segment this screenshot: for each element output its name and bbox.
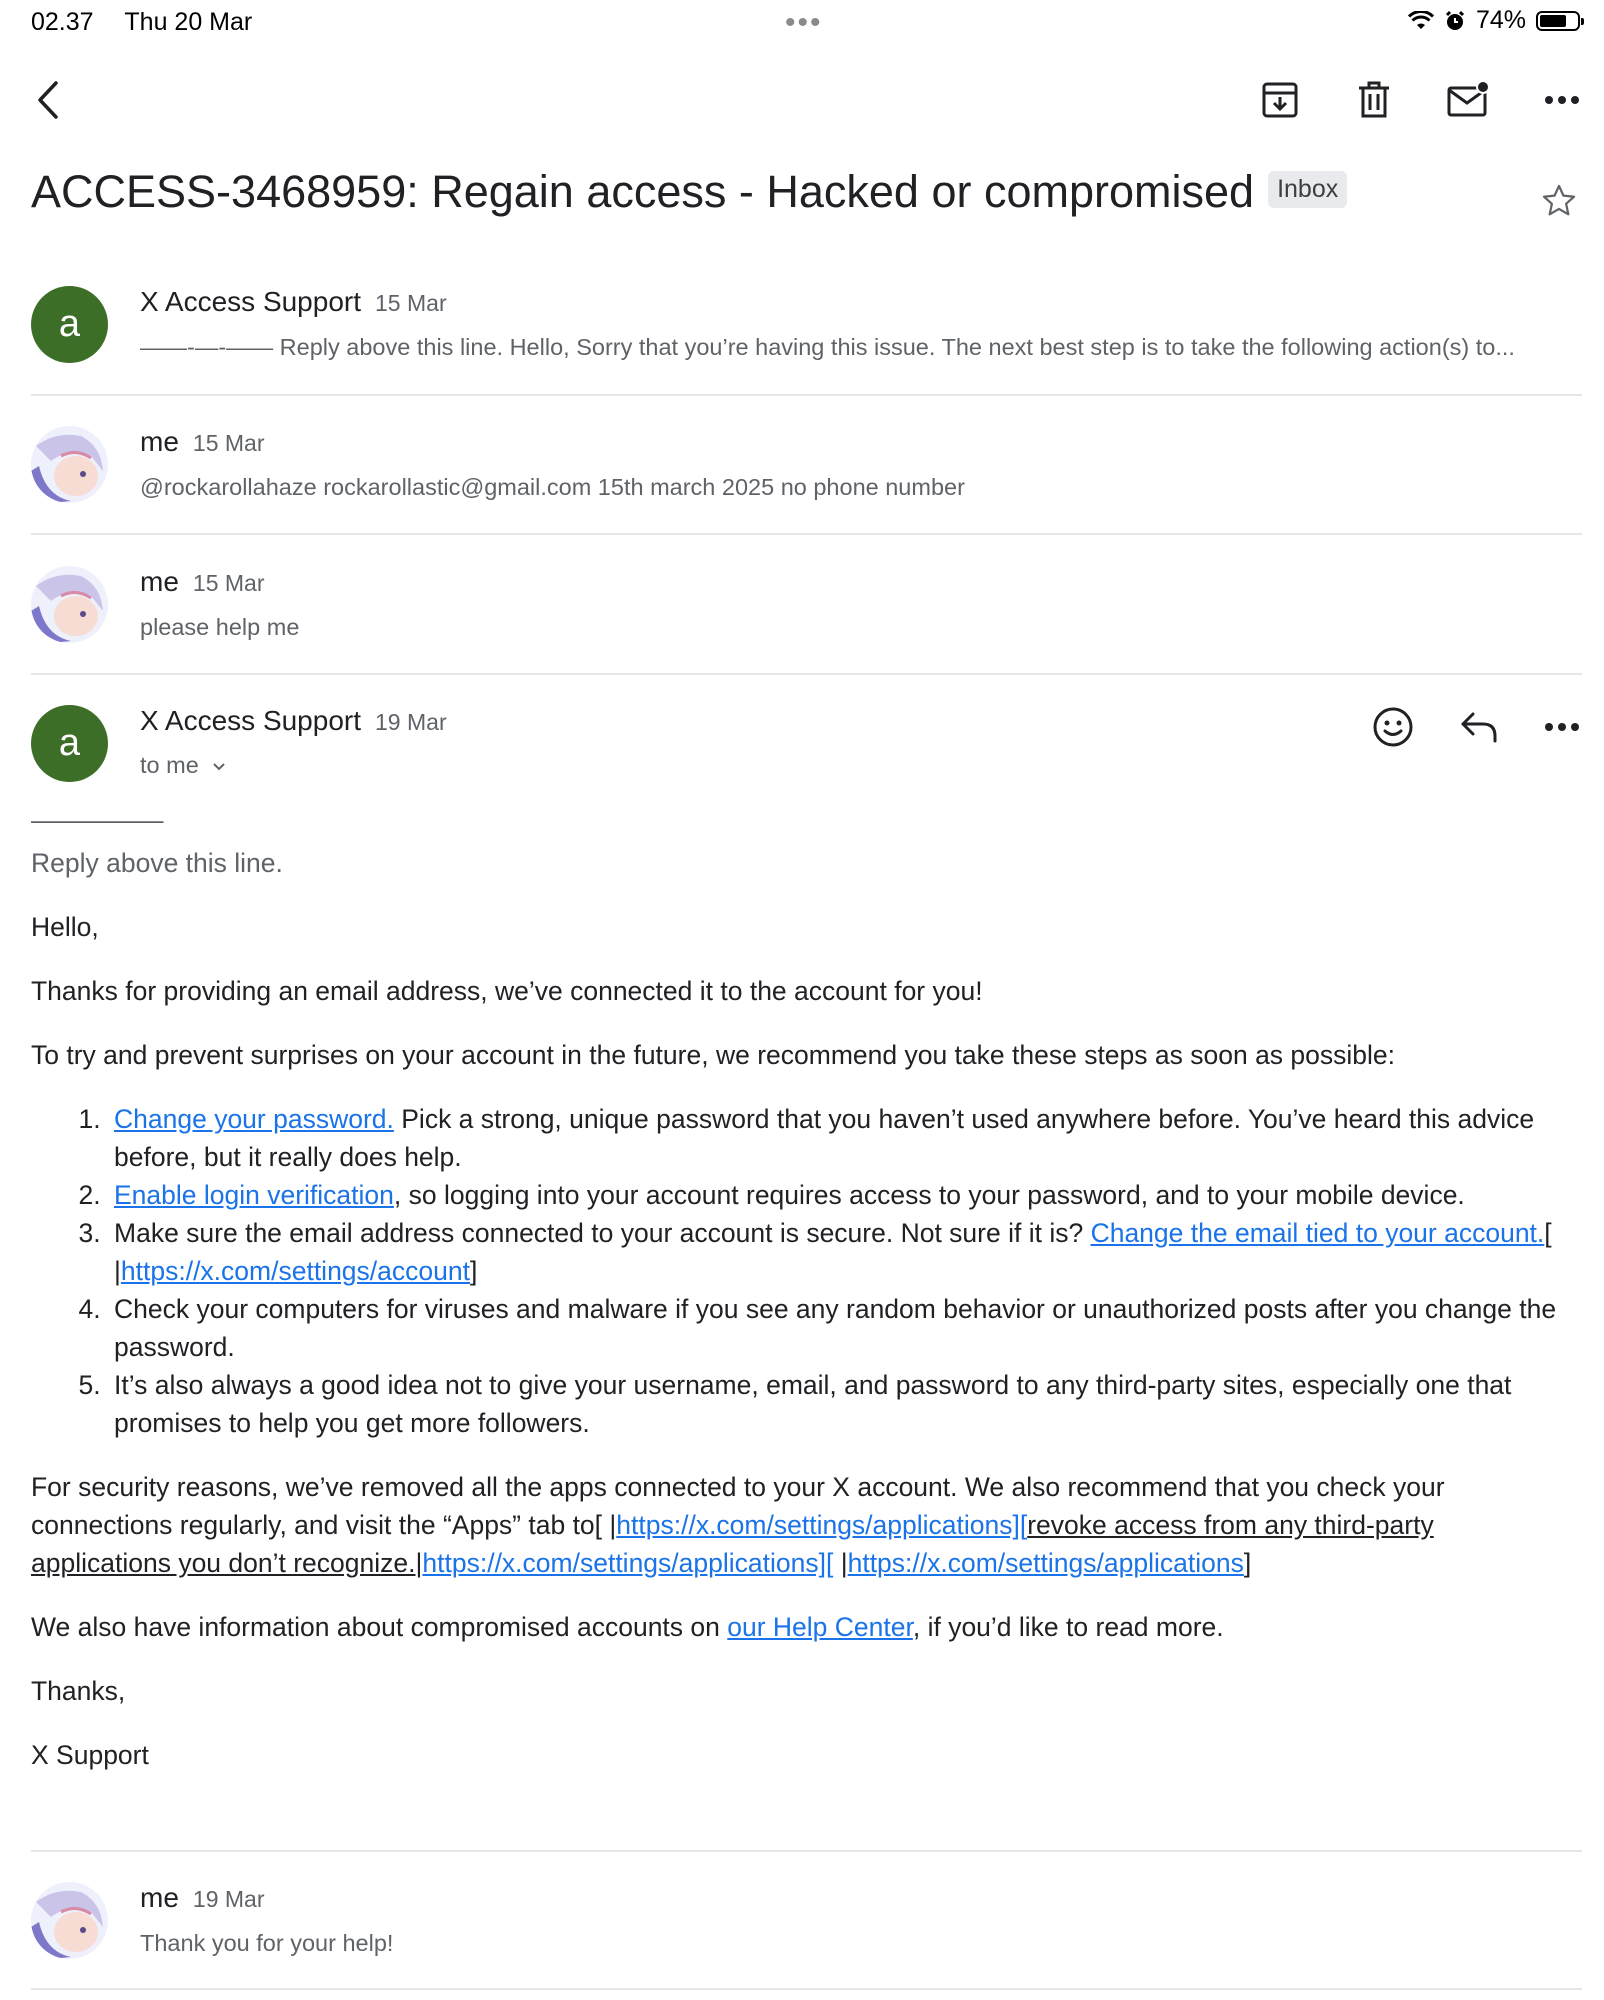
divider xyxy=(31,394,1582,396)
star-icon[interactable] xyxy=(1540,182,1578,225)
list-item-text: Pick a strong, unique password that you haven’t used anywhere before. You’ve heard this advice before, but it really does help. xyxy=(114,1104,1535,1172)
paragraph-text: We also have information about compromised accounts on xyxy=(31,1612,728,1642)
mark-unread-icon[interactable] xyxy=(1445,78,1491,122)
recipient-toggle[interactable] xyxy=(140,752,227,779)
chevron-down-icon xyxy=(211,761,227,773)
alarm-icon xyxy=(1444,10,1466,32)
divider xyxy=(31,1850,1582,1852)
avatar: a xyxy=(31,705,108,782)
message-date: 15 Mar xyxy=(192,570,265,596)
status-time: 02.37 xyxy=(31,8,94,36)
archive-icon[interactable] xyxy=(1258,78,1302,122)
status-time-date xyxy=(31,8,252,37)
paragraph: To try and prevent surprises on your account in the future, we recommend you take these steps as soon as possible: xyxy=(31,1040,1396,1070)
paragraph xyxy=(31,1468,1581,1582)
thread-item[interactable] xyxy=(31,1882,1582,1982)
paragraph xyxy=(31,1608,1581,1646)
applications-link[interactable]: https://x.com/settings/applications][ xyxy=(616,1510,1028,1540)
change-password-link[interactable]: Change your password. xyxy=(114,1104,394,1134)
reply-above-line: Reply above this line. xyxy=(31,848,283,878)
list-item xyxy=(108,1176,1581,1214)
bracket-text: | xyxy=(833,1548,848,1578)
status-date: Thu 20 Mar xyxy=(124,8,253,36)
login-verification-link[interactable]: Enable login verification xyxy=(114,1180,394,1210)
message-header xyxy=(140,705,447,737)
back-icon[interactable] xyxy=(28,78,68,122)
signature: X Support xyxy=(31,1740,149,1770)
sender-name: X Access Support xyxy=(140,286,362,317)
message-body xyxy=(31,805,1581,1800)
thread-item[interactable] xyxy=(31,286,1582,386)
paragraph-text: , if you’d like to read more. xyxy=(912,1612,1224,1642)
thread-item-header xyxy=(140,1882,265,1914)
thread-item-header xyxy=(140,426,265,458)
list-item xyxy=(108,1100,1581,1176)
divider xyxy=(31,1988,1582,1990)
list-item xyxy=(108,1214,1581,1290)
revoke-access-text[interactable]: revoke access from any third-party applications you don’t recognize. xyxy=(31,1510,1434,1578)
separator-line: ————— xyxy=(31,805,164,835)
status-indicators xyxy=(1408,6,1580,35)
list-item-text: Make sure the email address connected to your account is secure. Not sure if it is? xyxy=(114,1218,1091,1248)
bracket-text: ] xyxy=(469,1256,478,1286)
change-email-link[interactable]: Change the email tied to your account. xyxy=(1090,1218,1545,1248)
battery-fill xyxy=(1540,15,1566,27)
thread-item[interactable] xyxy=(31,566,1582,666)
list-item: 5. It’s also always a good idea not to give your username, email, and password to any third-party sites, especially one that promises to help you get more followers. xyxy=(108,1366,1581,1442)
wifi-icon xyxy=(1408,11,1434,31)
avatar: a xyxy=(31,286,108,363)
recipient-label: to me xyxy=(140,752,199,778)
inbox-label[interactable]: Inbox xyxy=(1268,171,1347,208)
list-item-text: , so logging into your account requires access to your password, and to your mobile device. xyxy=(393,1180,1465,1210)
battery-icon xyxy=(1536,11,1580,31)
avatar xyxy=(31,1882,108,1959)
applications-link[interactable]: https://x.com/settings/applications][ xyxy=(422,1548,834,1578)
email-subject xyxy=(31,166,1347,218)
applications-link[interactable]: https://x.com/settings/applications xyxy=(847,1548,1244,1578)
account-settings-link[interactable]: https://x.com/settings/account xyxy=(120,1256,470,1286)
avatar xyxy=(31,426,108,503)
message-snippet: @rockarollahaze rockarollastic@gmail.com 15th march 2025 no phone number xyxy=(140,474,965,500)
message-date: 19 Mar xyxy=(375,709,447,735)
message-date: 15 Mar xyxy=(192,430,265,456)
greeting: Hello, xyxy=(31,912,99,942)
battery-percent: 74% xyxy=(1475,6,1526,34)
message-date: 19 Mar xyxy=(192,1886,265,1912)
divider xyxy=(31,673,1582,675)
more-options-icon[interactable] xyxy=(1540,78,1584,122)
divider xyxy=(31,533,1582,535)
steps-list xyxy=(31,1100,1581,1442)
paragraph: Thanks for providing an email address, we’ve connected it to the account for you! xyxy=(31,976,983,1006)
multitasking-dots[interactable]: ••• xyxy=(785,6,823,39)
thread-item[interactable] xyxy=(31,426,1582,526)
sender-name: X Access Support xyxy=(140,705,362,736)
emoji-reaction-icon[interactable] xyxy=(1370,704,1416,750)
sender-name: me xyxy=(140,566,179,597)
list-item: 4. Check your computers for viruses and malware if you see any random behavior or unauthorized posts after you change the password. xyxy=(108,1290,1581,1366)
message-snippet: ——-—-—— Reply above this line. Hello, Sorry that you’re having this issue. The next best step is to take the following action(s) to... xyxy=(140,334,1515,360)
help-center-link[interactable]: our Help Center xyxy=(727,1612,913,1642)
sender-name: me xyxy=(140,426,179,457)
message-snippet: Thank you for your help! xyxy=(140,1930,394,1956)
bracket-text: ] xyxy=(1243,1548,1252,1578)
subject-title: ACCESS-3468959: Regain access - Hacked or compromised xyxy=(31,166,1255,217)
trash-icon[interactable] xyxy=(1352,78,1396,122)
bracket-text: | xyxy=(415,1548,423,1578)
avatar xyxy=(31,566,108,643)
message-more-icon[interactable] xyxy=(1540,705,1584,749)
message-date: 15 Mar xyxy=(375,290,447,316)
thread-item-header xyxy=(140,566,265,598)
paragraph-text: For security reasons, we’ve removed all the apps connected to your X account. We also recommend that you check your connections regularly, and visit the “Apps” tab to[ | xyxy=(31,1472,1445,1540)
sign-off: Thanks, xyxy=(31,1676,126,1706)
reply-icon[interactable] xyxy=(1456,704,1502,750)
bracket-text: [ | xyxy=(114,1218,1552,1286)
message-snippet: please help me xyxy=(140,614,300,640)
thread-item-header xyxy=(140,286,447,318)
sender-name: me xyxy=(140,1882,179,1913)
